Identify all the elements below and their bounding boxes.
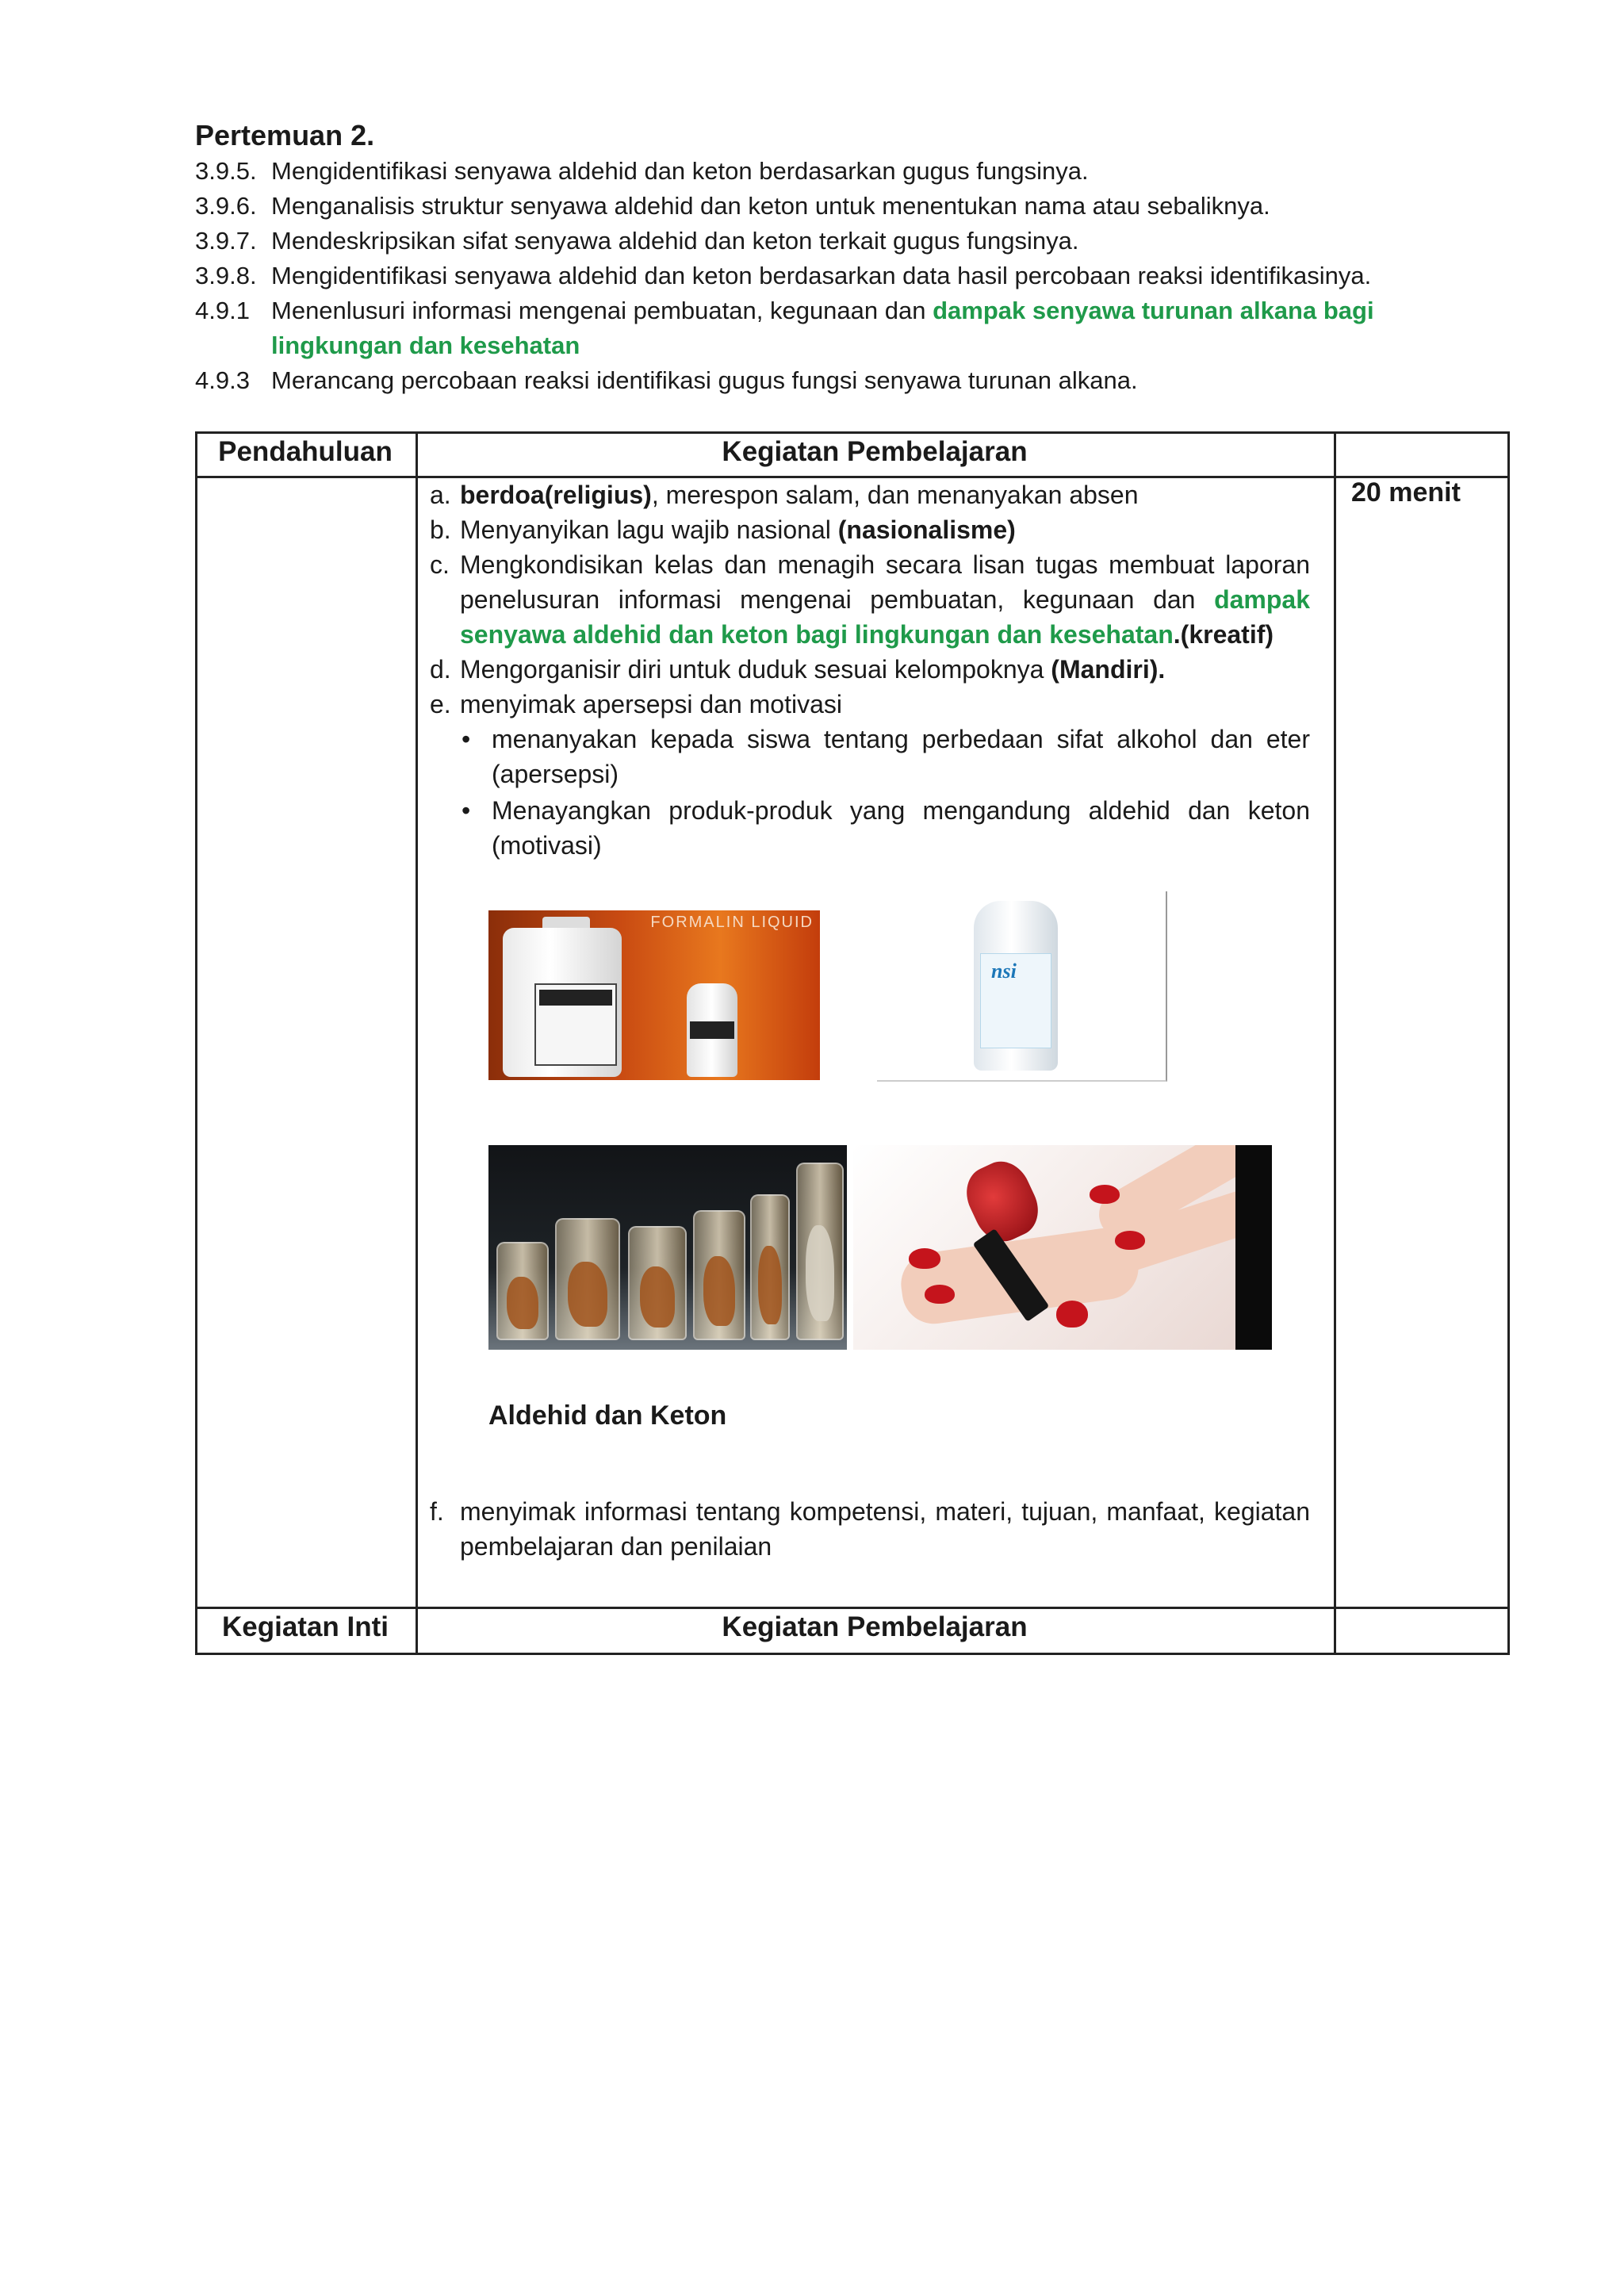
item-text: menyimak apersepsi dan motivasi xyxy=(460,690,842,718)
item-text: Menyanyikan lagu wajib nasional xyxy=(460,515,838,544)
objective-text: Mengidentifikasi senyawa aldehid dan keton berdasarkan gugus fungsinya. xyxy=(271,157,1089,185)
meeting-heading: Pertemuan 2. xyxy=(195,119,375,151)
objective-code: 3.9.6. xyxy=(195,192,257,220)
objective-code: 3.9.7. xyxy=(195,227,257,255)
objective-3-9-8 xyxy=(195,259,1371,293)
objective-code: 3.9.8. xyxy=(195,262,257,289)
acetone-bottle-image xyxy=(877,891,1167,1082)
header-kegiatan-pembelajaran: Kegiatan Pembelajaran xyxy=(722,436,1028,467)
objective-highlight-continued: lingkungan dan kesehatan xyxy=(271,331,580,359)
nail-polish-image xyxy=(853,1145,1272,1350)
image-caption: Aldehid dan Keton xyxy=(488,1400,727,1431)
item-text: Mengkondisikan kelas dan menagih secara lisan tugas membuat laporan penelusuran informasi mengenai pembuatan, kegunaan dan xyxy=(460,550,1310,614)
objective-code: 3.9.5. xyxy=(195,157,257,185)
objective-highlight: dampak senyawa turunan alkana bagi xyxy=(933,297,1374,324)
objective-3-9-6 xyxy=(195,189,1270,224)
bullet-text: menanyakan kepada siswa tentang perbedaan sifat alkohol dan eter (apersepsi) xyxy=(492,725,1310,788)
activity-item-a xyxy=(430,477,1310,512)
item-bold: (nasionalisme) xyxy=(837,515,1016,544)
formalin-product-image xyxy=(488,910,820,1080)
activity-item-c xyxy=(430,547,1310,652)
item-label: a. xyxy=(430,481,451,509)
objective-text: Mendeskripsikan sifat senyawa aldehid dan keton terkait gugus fungsinya. xyxy=(271,227,1079,255)
activity-item-d xyxy=(430,652,1310,687)
item-highlight: dampak senyawa aldehid dan keton bagi lingkungan dan kesehatan xyxy=(460,585,1310,649)
item-bold: (Mandiri). xyxy=(1051,655,1166,684)
bullet-icon: • xyxy=(462,725,471,753)
activity-item-b xyxy=(430,512,1310,547)
objective-3-9-7 xyxy=(195,224,1078,259)
objective-code: 4.9.3 xyxy=(195,366,250,394)
bullet-item xyxy=(462,722,1310,791)
item-text: menyimak informasi tentang kompetensi, materi, tujuan, manfaat, kegiatan pembelajaran dan penilaian xyxy=(460,1497,1310,1561)
activity-table xyxy=(195,431,1510,1654)
formalin-image-label: FORMALIN LIQUID xyxy=(650,914,814,931)
item-bold: .(kreatif) xyxy=(1173,620,1274,649)
item-label: d. xyxy=(430,655,451,684)
item-label: c. xyxy=(430,550,450,579)
objective-4-9-3 xyxy=(195,363,1138,398)
acetone-logo: nsi xyxy=(991,960,1017,983)
item-label: b. xyxy=(430,515,451,544)
objective-text: Merancang percobaan reaksi identifikasi gugus fungsi senyawa turunan alkana. xyxy=(271,366,1138,394)
duration-label: 20 menit xyxy=(1351,477,1461,508)
preserved-specimens-image xyxy=(488,1145,847,1350)
activity-item-f xyxy=(430,1494,1310,1564)
item-label: e. xyxy=(430,690,451,718)
objective-text: Menganalisis struktur senyawa aldehid dan keton untuk menentukan nama atau sebaliknya. xyxy=(271,192,1270,220)
bullet-icon: • xyxy=(462,796,471,825)
bullet-text: Menayangkan produk-produk yang mengandung aldehid dan keton (motivasi) xyxy=(492,796,1310,860)
item-label: f. xyxy=(430,1497,444,1526)
header-pendahuluan: Pendahuluan xyxy=(218,436,393,467)
row-kegiatan-pembelajaran: Kegiatan Pembelajaran xyxy=(722,1611,1028,1642)
item-text: , merespon salam, dan menanyakan absen xyxy=(651,481,1139,509)
objective-code: 4.9.1 xyxy=(195,297,250,324)
objective-text: Menenlusuri informasi mengenai pembuatan, kegunaan dan xyxy=(271,297,933,324)
item-bold: berdoa(religius) xyxy=(460,481,652,509)
item-text: Mengorganisir diri untuk duduk sesuai kelompoknya xyxy=(460,655,1051,684)
objective-3-9-5 xyxy=(195,154,1089,189)
objective-text: Mengidentifikasi senyawa aldehid dan keton berdasarkan data hasil percobaan reaksi identifikasinya. xyxy=(271,262,1372,289)
activity-item-e xyxy=(430,687,1310,722)
objective-4-9-1 xyxy=(195,293,1374,328)
row-kegiatan-inti: Kegiatan Inti xyxy=(221,1611,389,1642)
bullet-item xyxy=(462,793,1310,863)
